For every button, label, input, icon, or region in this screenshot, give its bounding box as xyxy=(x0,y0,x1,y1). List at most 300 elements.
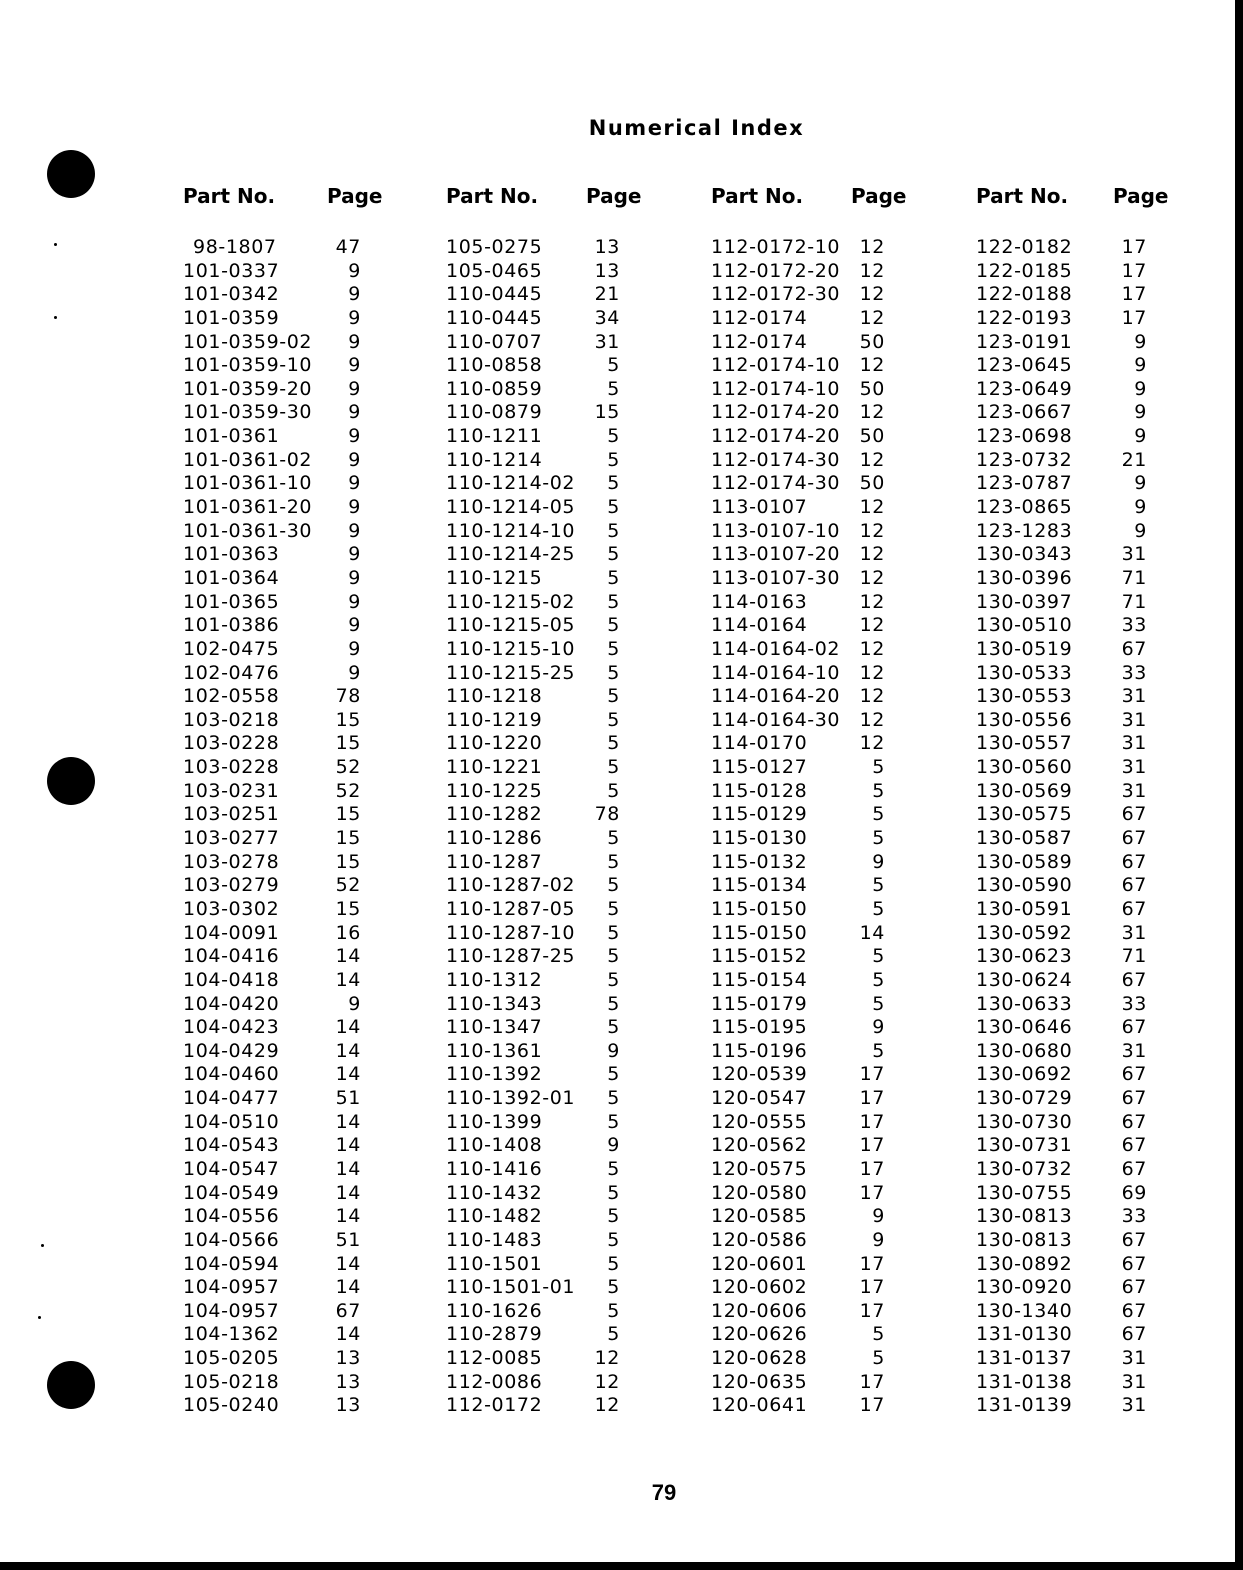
part-number: 110-2879 xyxy=(446,1323,543,1346)
part-number: 115-0129 xyxy=(711,803,808,826)
part-number: 104-0543 xyxy=(183,1134,280,1157)
part-number: 110-1220 xyxy=(446,732,543,755)
page-reference: 9 xyxy=(1134,354,1147,377)
part-number: 104-0429 xyxy=(183,1039,280,1062)
part-number: 115-0179 xyxy=(711,992,808,1015)
page-reference: 5 xyxy=(872,897,885,920)
page-reference: 5 xyxy=(607,661,620,684)
page-reference: 67 xyxy=(1121,1252,1147,1275)
part-number: 120-0602 xyxy=(711,1276,808,1299)
part-number: 130-0633 xyxy=(976,992,1073,1015)
page-reference: 5 xyxy=(872,779,885,802)
page-reference: 17 xyxy=(859,1134,885,1157)
part-number: 130-0730 xyxy=(976,1110,1073,1133)
part-number: 123-1283 xyxy=(976,519,1073,542)
part-no-header: Part No. xyxy=(711,184,804,208)
part-number: 110-1392 xyxy=(446,1063,543,1086)
page-reference: 9 xyxy=(348,614,361,637)
part-number: 113-0107-30 xyxy=(711,566,841,589)
part-no-header: Part No. xyxy=(446,184,539,208)
part-number: 101-0342 xyxy=(183,283,280,306)
page-reference: 15 xyxy=(335,708,361,731)
part-number: 112-0172-20 xyxy=(711,259,841,282)
page-reference: 5 xyxy=(607,590,620,613)
part-number: 130-0591 xyxy=(976,897,1073,920)
part-number: 110-1214-02 xyxy=(446,472,576,495)
page-reference: 31 xyxy=(594,330,620,353)
part-number: 103-0277 xyxy=(183,827,280,850)
part-number: 131-0139 xyxy=(976,1394,1073,1417)
page-reference: 12 xyxy=(859,236,885,258)
part-number: 123-0787 xyxy=(976,472,1073,495)
page-reference: 67 xyxy=(1121,1323,1147,1346)
page-reference: 5 xyxy=(607,1110,620,1133)
part-number: 104-0556 xyxy=(183,1205,280,1228)
part-number: 110-1218 xyxy=(446,685,543,708)
page-title: Numerical Index xyxy=(588,116,805,140)
page-reference: 5 xyxy=(607,496,620,519)
page-reference: 9 xyxy=(348,425,361,448)
page-reference: 5 xyxy=(607,1323,620,1346)
part-number: 120-0580 xyxy=(711,1181,808,1204)
part-number: 130-0813 xyxy=(976,1228,1073,1251)
page-reference: 5 xyxy=(607,945,620,968)
page-reference: 13 xyxy=(335,1347,361,1370)
part-number: 122-0188 xyxy=(976,283,1073,306)
page-reference: 13 xyxy=(594,236,620,258)
page-reference: 34 xyxy=(594,306,620,329)
page-reference: 9 xyxy=(348,448,361,471)
scan-speck xyxy=(41,1244,44,1247)
part-number: 113-0107-10 xyxy=(711,519,841,542)
page-reference: 17 xyxy=(1121,236,1147,258)
page-reference: 9 xyxy=(348,661,361,684)
page-reference: 5 xyxy=(607,708,620,731)
part-number: 102-0476 xyxy=(183,661,280,684)
page-reference: 50 xyxy=(859,472,885,495)
page-reference: 31 xyxy=(1121,779,1147,802)
page-reference: 67 xyxy=(1121,1276,1147,1299)
page-reference: 5 xyxy=(607,519,620,542)
page-reference: 14 xyxy=(335,1063,361,1086)
page-reference: 5 xyxy=(607,614,620,637)
binder-hole-bottom xyxy=(47,1361,95,1409)
page-reference: 17 xyxy=(1121,283,1147,306)
part-number: 114-0163 xyxy=(711,590,808,613)
page-reference: 67 xyxy=(1121,637,1147,660)
part-number: 112-0174-10 xyxy=(711,377,841,400)
part-number: 110-0879 xyxy=(446,401,543,424)
page-header: Page xyxy=(586,184,642,208)
page-reference: 14 xyxy=(859,921,885,944)
part-number: 130-0892 xyxy=(976,1252,1073,1275)
page-reference: 14 xyxy=(335,1039,361,1062)
page-reference: 78 xyxy=(335,685,361,708)
page-reference: 9 xyxy=(607,1039,620,1062)
part-number: 112-0172 xyxy=(446,1394,543,1417)
part-number: 123-0865 xyxy=(976,496,1073,519)
part-number: 120-0547 xyxy=(711,1087,808,1110)
part-number: 110-1501-01 xyxy=(446,1276,576,1299)
part-number: 104-1362 xyxy=(183,1323,280,1346)
page-reference: 14 xyxy=(335,945,361,968)
page-reference: 5 xyxy=(607,377,620,400)
page-reference: 5 xyxy=(607,1299,620,1322)
page-reference: 9 xyxy=(872,1205,885,1228)
page-reference: 15 xyxy=(594,401,620,424)
page-reference: 14 xyxy=(335,1252,361,1275)
part-number: 113-0107 xyxy=(711,496,808,519)
part-number: 110-1432 xyxy=(446,1181,543,1204)
page-reference: 33 xyxy=(1121,661,1147,684)
part-number: 104-0957 xyxy=(183,1299,280,1322)
page-reference: 5 xyxy=(872,756,885,779)
part-number: 110-1282 xyxy=(446,803,543,826)
page-reference: 9 xyxy=(872,1016,885,1039)
part-number: 123-0667 xyxy=(976,401,1073,424)
part-number: 105-0465 xyxy=(446,259,543,282)
page-reference: 9 xyxy=(348,401,361,424)
page-reference: 5 xyxy=(607,1276,620,1299)
part-number: 110-1626 xyxy=(446,1299,543,1322)
part-number: 104-0460 xyxy=(183,1063,280,1086)
page-reference: 71 xyxy=(1121,566,1147,589)
page-reference: 5 xyxy=(607,472,620,495)
part-number: 115-0195 xyxy=(711,1016,808,1039)
page-reference: 51 xyxy=(335,1087,361,1110)
part-number: 110-1483 xyxy=(446,1228,543,1251)
page-reference: 5 xyxy=(872,992,885,1015)
part-number: 110-1392-01 xyxy=(446,1087,576,1110)
page-reference: 31 xyxy=(1121,756,1147,779)
page-reference: 12 xyxy=(859,496,885,519)
part-number: 130-0587 xyxy=(976,827,1073,850)
page-reference: 50 xyxy=(859,425,885,448)
part-number: 104-0420 xyxy=(183,992,280,1015)
part-number: 130-0623 xyxy=(976,945,1073,968)
part-number: 130-0510 xyxy=(976,614,1073,637)
part-number: 130-0729 xyxy=(976,1087,1073,1110)
page-reference: 5 xyxy=(607,354,620,377)
part-number: 101-0337 xyxy=(183,259,280,282)
part-number: 110-1399 xyxy=(446,1110,543,1133)
part-number: 110-1343 xyxy=(446,992,543,1015)
part-number: 130-0755 xyxy=(976,1181,1073,1204)
page-reference: 5 xyxy=(607,1181,620,1204)
part-number: 101-0361-02 xyxy=(183,448,313,471)
part-number: 112-0174-30 xyxy=(711,472,841,495)
part-number: 110-1225 xyxy=(446,779,543,802)
page-reference: 78 xyxy=(594,803,620,826)
page-reference: 17 xyxy=(859,1063,885,1086)
part-number: 110-0707 xyxy=(446,330,543,353)
part-number: 102-0558 xyxy=(183,685,280,708)
page-reference: 67 xyxy=(1121,1134,1147,1157)
page-reference: 5 xyxy=(607,425,620,448)
page-reference: 9 xyxy=(348,496,361,519)
part-number: 115-0150 xyxy=(711,921,808,944)
page-reference: 9 xyxy=(1134,330,1147,353)
page-reference: 17 xyxy=(859,1157,885,1180)
part-number: 104-0549 xyxy=(183,1181,280,1204)
part-number: 104-0594 xyxy=(183,1252,280,1275)
part-number: 112-0174 xyxy=(711,330,808,353)
page-reference: 5 xyxy=(872,827,885,850)
part-number: 120-0635 xyxy=(711,1370,808,1393)
page-reference: 5 xyxy=(872,1323,885,1346)
part-number: 115-0128 xyxy=(711,779,808,802)
page-reference: 67 xyxy=(1121,1063,1147,1086)
page-reference: 5 xyxy=(607,1063,620,1086)
part-number: 123-0645 xyxy=(976,354,1073,377)
part-number: 123-0698 xyxy=(976,425,1073,448)
page-reference: 31 xyxy=(1121,1370,1147,1393)
part-number: 115-0130 xyxy=(711,827,808,850)
part-number: 101-0363 xyxy=(183,543,280,566)
page-reference: 9 xyxy=(872,850,885,873)
part-number: 101-0359 xyxy=(183,306,280,329)
page-reference: 12 xyxy=(859,590,885,613)
part-number: 120-0606 xyxy=(711,1299,808,1322)
page-reference: 5 xyxy=(872,945,885,968)
page-reference: 31 xyxy=(1121,732,1147,755)
part-number: 102-0475 xyxy=(183,637,280,660)
part-number: 131-0130 xyxy=(976,1323,1073,1346)
part-number: 110-1287 xyxy=(446,850,543,873)
page-reference: 9 xyxy=(348,543,361,566)
scan-speck xyxy=(54,243,57,246)
page-reference: 5 xyxy=(607,1252,620,1275)
page-reference: 17 xyxy=(859,1252,885,1275)
part-number: 120-0626 xyxy=(711,1323,808,1346)
page-reference: 67 xyxy=(1121,1016,1147,1039)
page-reference: 5 xyxy=(607,1016,620,1039)
part-number: 120-0641 xyxy=(711,1394,808,1417)
page-reference: 5 xyxy=(607,732,620,755)
page-reference: 71 xyxy=(1121,945,1147,968)
page-reference: 17 xyxy=(1121,259,1147,282)
part-number: 104-0477 xyxy=(183,1087,280,1110)
part-number: 101-0359-20 xyxy=(183,377,313,400)
part-number: 110-1214-05 xyxy=(446,496,576,519)
part-number: 110-1214-10 xyxy=(446,519,576,542)
part-number: 101-0361-20 xyxy=(183,496,313,519)
page-reference: 14 xyxy=(335,1181,361,1204)
part-number: 110-1287-25 xyxy=(446,945,576,968)
page-number: 79 xyxy=(651,1480,677,1505)
part-number: 120-0601 xyxy=(711,1252,808,1275)
page-reference: 52 xyxy=(335,756,361,779)
page-reference: 9 xyxy=(1134,519,1147,542)
page-reference: 12 xyxy=(859,566,885,589)
part-number: 123-0191 xyxy=(976,330,1073,353)
part-number: 115-0150 xyxy=(711,897,808,920)
part-number: 110-1347 xyxy=(446,1016,543,1039)
page-reference: 12 xyxy=(859,306,885,329)
part-number: 120-0628 xyxy=(711,1347,808,1370)
page-reference: 15 xyxy=(335,803,361,826)
part-number: 112-0174-20 xyxy=(711,425,841,448)
part-number: 130-0560 xyxy=(976,756,1073,779)
part-number: 110-1215 xyxy=(446,566,543,589)
part-number: 123-0732 xyxy=(976,448,1073,471)
page-reference: 67 xyxy=(1121,1157,1147,1180)
page-reference: 67 xyxy=(1121,1228,1147,1251)
page-reference: 17 xyxy=(859,1276,885,1299)
page-reference: 21 xyxy=(594,283,620,306)
part-number: 103-0279 xyxy=(183,874,280,897)
page-reference: 5 xyxy=(607,543,620,566)
part-number: 104-0547 xyxy=(183,1157,280,1180)
part-number: 120-0555 xyxy=(711,1110,808,1133)
part-number: 130-0592 xyxy=(976,921,1073,944)
part-number: 104-0510 xyxy=(183,1110,280,1133)
part-number: 130-0575 xyxy=(976,803,1073,826)
page-reference: 13 xyxy=(335,1370,361,1393)
page-reference: 17 xyxy=(859,1181,885,1204)
page-reference: 67 xyxy=(1121,1299,1147,1322)
part-number: 120-0586 xyxy=(711,1228,808,1251)
part-number: 110-1416 xyxy=(446,1157,543,1180)
part-number: 110-1211 xyxy=(446,425,543,448)
page-reference: 31 xyxy=(1121,543,1147,566)
part-number: 101-0359-30 xyxy=(183,401,313,424)
page-reference: 14 xyxy=(335,1016,361,1039)
page-reference: 14 xyxy=(335,1205,361,1228)
page-reference: 67 xyxy=(1121,968,1147,991)
page-header: Page xyxy=(851,184,907,208)
part-number: 110-1215-10 xyxy=(446,637,576,660)
page-reference: 52 xyxy=(335,779,361,802)
part-number: 114-0170 xyxy=(711,732,808,755)
page-reference: 33 xyxy=(1121,1205,1147,1228)
page-reference: 12 xyxy=(859,708,885,731)
page-reference: 14 xyxy=(335,1323,361,1346)
part-number: 104-0091 xyxy=(183,921,280,944)
page-reference: 9 xyxy=(348,519,361,542)
page-reference: 5 xyxy=(607,448,620,471)
page-reference: 50 xyxy=(859,330,885,353)
page-reference: 9 xyxy=(348,637,361,660)
page-header: Page xyxy=(327,184,383,208)
page-reference: 31 xyxy=(1121,1347,1147,1370)
page-reference: 9 xyxy=(348,992,361,1015)
part-number: 101-0365 xyxy=(183,590,280,613)
page-reference: 50 xyxy=(859,377,885,400)
page-reference: 5 xyxy=(607,756,620,779)
page-reference: 15 xyxy=(335,850,361,873)
page-reference: 14 xyxy=(335,1134,361,1157)
page-reference: 17 xyxy=(859,1394,885,1417)
page-reference: 5 xyxy=(607,1157,620,1180)
page-reference: 67 xyxy=(1121,1110,1147,1133)
part-number: 110-1312 xyxy=(446,968,543,991)
part-number: 130-0533 xyxy=(976,661,1073,684)
page-reference: 15 xyxy=(335,897,361,920)
part-number: 130-0557 xyxy=(976,732,1073,755)
part-number: 120-0585 xyxy=(711,1205,808,1228)
part-number: 101-0364 xyxy=(183,566,280,589)
page-reference: 5 xyxy=(607,921,620,944)
part-number: 130-0732 xyxy=(976,1157,1073,1180)
page-reference: 17 xyxy=(859,1087,885,1110)
page-reference: 12 xyxy=(859,401,885,424)
page-reference: 71 xyxy=(1121,590,1147,613)
part-number: 115-0154 xyxy=(711,968,808,991)
page-reference: 33 xyxy=(1121,992,1147,1015)
part-number: 103-0251 xyxy=(183,803,280,826)
part-number: 101-0359-02 xyxy=(183,330,313,353)
part-number: 130-0731 xyxy=(976,1134,1073,1157)
part-number: 103-0228 xyxy=(183,756,280,779)
part-number: 104-0957 xyxy=(183,1276,280,1299)
part-number: 110-0858 xyxy=(446,354,543,377)
part-number: 131-0138 xyxy=(976,1370,1073,1393)
page-reference: 5 xyxy=(872,803,885,826)
page-reference: 5 xyxy=(607,685,620,708)
page-reference: 21 xyxy=(1121,448,1147,471)
page-reference: 12 xyxy=(594,1347,620,1370)
part-number: 112-0086 xyxy=(446,1370,543,1393)
part-number: 103-0228 xyxy=(183,732,280,755)
page-reference: 9 xyxy=(1134,377,1147,400)
page-reference: 12 xyxy=(859,448,885,471)
page-reference: 9 xyxy=(1134,425,1147,448)
page-reference: 67 xyxy=(1121,850,1147,873)
page-reference: 9 xyxy=(348,590,361,613)
page-reference: 5 xyxy=(607,1205,620,1228)
page-reference: 12 xyxy=(859,685,885,708)
page-reference: 12 xyxy=(594,1394,620,1417)
page-reference: 31 xyxy=(1121,1394,1147,1417)
part-number: 130-0813 xyxy=(976,1205,1073,1228)
page-reference: 51 xyxy=(335,1228,361,1251)
page-reference: 17 xyxy=(859,1370,885,1393)
page-reference: 9 xyxy=(348,354,361,377)
part-number: 114-0164 xyxy=(711,614,808,637)
page-reference: 9 xyxy=(348,283,361,306)
part-number: 115-0134 xyxy=(711,874,808,897)
part-number: 110-1219 xyxy=(446,708,543,731)
part-number: 120-0575 xyxy=(711,1157,808,1180)
part-number: 130-0680 xyxy=(976,1039,1073,1062)
part-number: 123-0649 xyxy=(976,377,1073,400)
page-reference: 31 xyxy=(1121,708,1147,731)
page-reference: 5 xyxy=(607,1228,620,1251)
page-reference: 14 xyxy=(335,1157,361,1180)
page-reference: 69 xyxy=(1121,1181,1147,1204)
page-reference: 12 xyxy=(859,661,885,684)
part-number: 130-0519 xyxy=(976,637,1073,660)
page-reference: 5 xyxy=(607,968,620,991)
part-number: 110-1214-25 xyxy=(446,543,576,566)
part-number: 110-1215-25 xyxy=(446,661,576,684)
part-number: 115-0152 xyxy=(711,945,808,968)
page-reference: 17 xyxy=(1121,306,1147,329)
part-number: 110-0445 xyxy=(446,306,543,329)
part-number: 110-1287-05 xyxy=(446,897,576,920)
part-number: 130-0553 xyxy=(976,685,1073,708)
part-number: 110-1214 xyxy=(446,448,543,471)
page-reference: 5 xyxy=(872,968,885,991)
part-number: 130-0624 xyxy=(976,968,1073,991)
part-number: 112-0172-30 xyxy=(711,283,841,306)
part-number: 98-1807 xyxy=(193,236,277,258)
page-reference: 5 xyxy=(607,992,620,1015)
page-reference: 9 xyxy=(607,1134,620,1157)
page-reference: 9 xyxy=(872,1228,885,1251)
page-reference: 67 xyxy=(1121,1087,1147,1110)
